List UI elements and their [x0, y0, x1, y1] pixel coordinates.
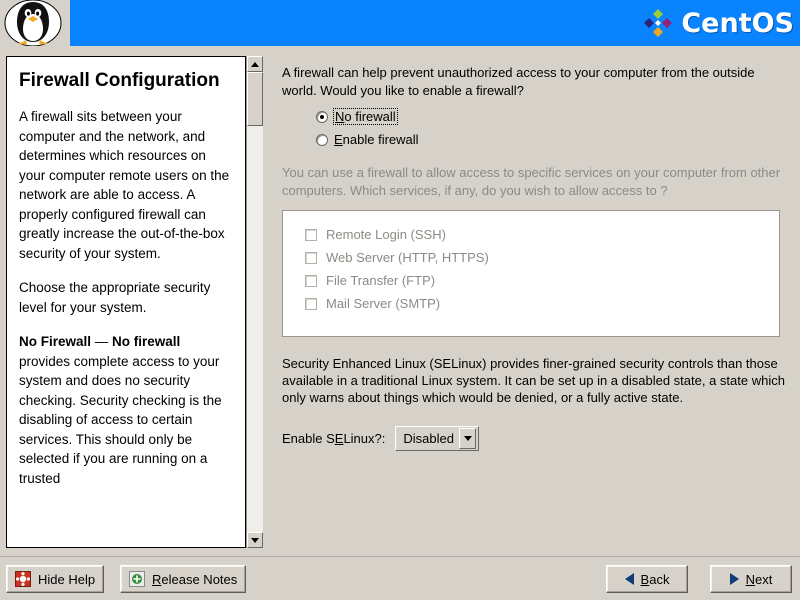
help-paragraph-1: A firewall sits between your computer and the network, and determines which resources on your computer remote users on the network are able to access. A properly configured firewall can greatly increase the out-of-the-box security of your system.: [19, 109, 230, 261]
selinux-label: Enable SELinux?:: [282, 431, 386, 446]
checkbox-mail-server[interactable]: [305, 298, 317, 310]
services-list: [282, 210, 780, 337]
release-notes-label: Release Notes: [152, 571, 238, 587]
help-highlight-bold-tail: No firewall: [112, 334, 181, 349]
scrollbar-thumb[interactable]: [247, 72, 263, 126]
radio-no-firewall-indicator[interactable]: [316, 111, 328, 123]
help-title: Firewall Configuration: [19, 70, 220, 91]
hide-help-button[interactable]: [6, 565, 104, 593]
service-label: Web Server (HTTP, HTTPS): [326, 250, 489, 265]
release-notes-icon: [129, 571, 145, 587]
firewall-intro-text: A firewall can help prevent unauthorized access to your computer from the outside world. Would you like to enable a firewall?: [282, 65, 755, 98]
chevron-down-icon[interactable]: [459, 428, 476, 449]
next-button[interactable]: [710, 565, 792, 593]
checkbox-remote-login[interactable]: [305, 229, 317, 241]
arrow-left-icon: [625, 573, 634, 585]
help-panel: [6, 56, 246, 548]
help-highlight-label: No Firewall: [19, 334, 92, 349]
selinux-control-row: [282, 426, 792, 451]
selinux-description: Security Enhanced Linux (SELinux) provides finer-grained security controls than those available in a traditional Linux system. It can be set up in a disabled state, a state which only warns about things which would be denied, or a fully active state.: [282, 356, 785, 405]
service-row[interactable]: [305, 246, 779, 269]
centos-logo-icon: [641, 6, 675, 40]
arrow-right-icon: [730, 573, 739, 585]
brand-block: [641, 4, 794, 42]
scroll-up-arrow-icon[interactable]: [247, 56, 263, 72]
next-label: Next: [745, 571, 773, 587]
help-toggle-icon: [15, 571, 31, 587]
service-label: File Transfer (FTP): [326, 273, 436, 288]
service-row[interactable]: [305, 223, 779, 246]
scroll-down-arrow-icon[interactable]: [247, 532, 263, 548]
hide-help-label: Hide Help: [38, 571, 96, 587]
radio-enable-firewall-indicator[interactable]: [316, 134, 328, 146]
firewall-form: [278, 56, 792, 548]
service-label: Mail Server (SMTP): [326, 296, 441, 311]
checkbox-file-transfer[interactable]: [305, 275, 317, 287]
brand-title: CentOS: [681, 7, 794, 39]
help-paragraph-2: Choose the appropriate security level for your system.: [19, 280, 211, 315]
radio-no-firewall-label: No firewall: [335, 109, 396, 124]
release-notes-button[interactable]: [120, 565, 246, 593]
checkbox-web-server[interactable]: [305, 252, 317, 264]
help-highlight-dash: —: [91, 334, 113, 349]
scrollbar-track[interactable]: [247, 72, 263, 532]
help-scrollbar[interactable]: [246, 56, 262, 548]
radio-enable-firewall-label: Enable firewall: [334, 132, 419, 147]
penguin-icon: [4, 0, 62, 46]
help-paragraph-3: [19, 332, 235, 488]
back-button[interactable]: [606, 565, 688, 593]
service-row[interactable]: [305, 292, 779, 315]
footer-bar: [0, 556, 800, 600]
service-label: Remote Login (SSH): [326, 227, 446, 242]
back-label: Back: [640, 571, 670, 587]
service-row[interactable]: [305, 269, 779, 292]
services-intro-text: You can use a firewall to allow access to specific services on your computer from other computers. Which services, if any, do you wish to allow access to ?: [282, 165, 781, 198]
radio-option-no-firewall[interactable]: [316, 106, 792, 127]
workspace: [0, 46, 800, 556]
top-banner: [0, 0, 800, 46]
help-highlight-body: provides complete access to your system and does no security checking. Security checking is the disabling of access to certain services. This should only be selected if you are running on a trusted: [19, 353, 222, 486]
selinux-dropdown[interactable]: [395, 426, 479, 451]
radio-option-enable-firewall[interactable]: [316, 129, 792, 150]
selinux-selected-value: Disabled: [403, 431, 454, 446]
